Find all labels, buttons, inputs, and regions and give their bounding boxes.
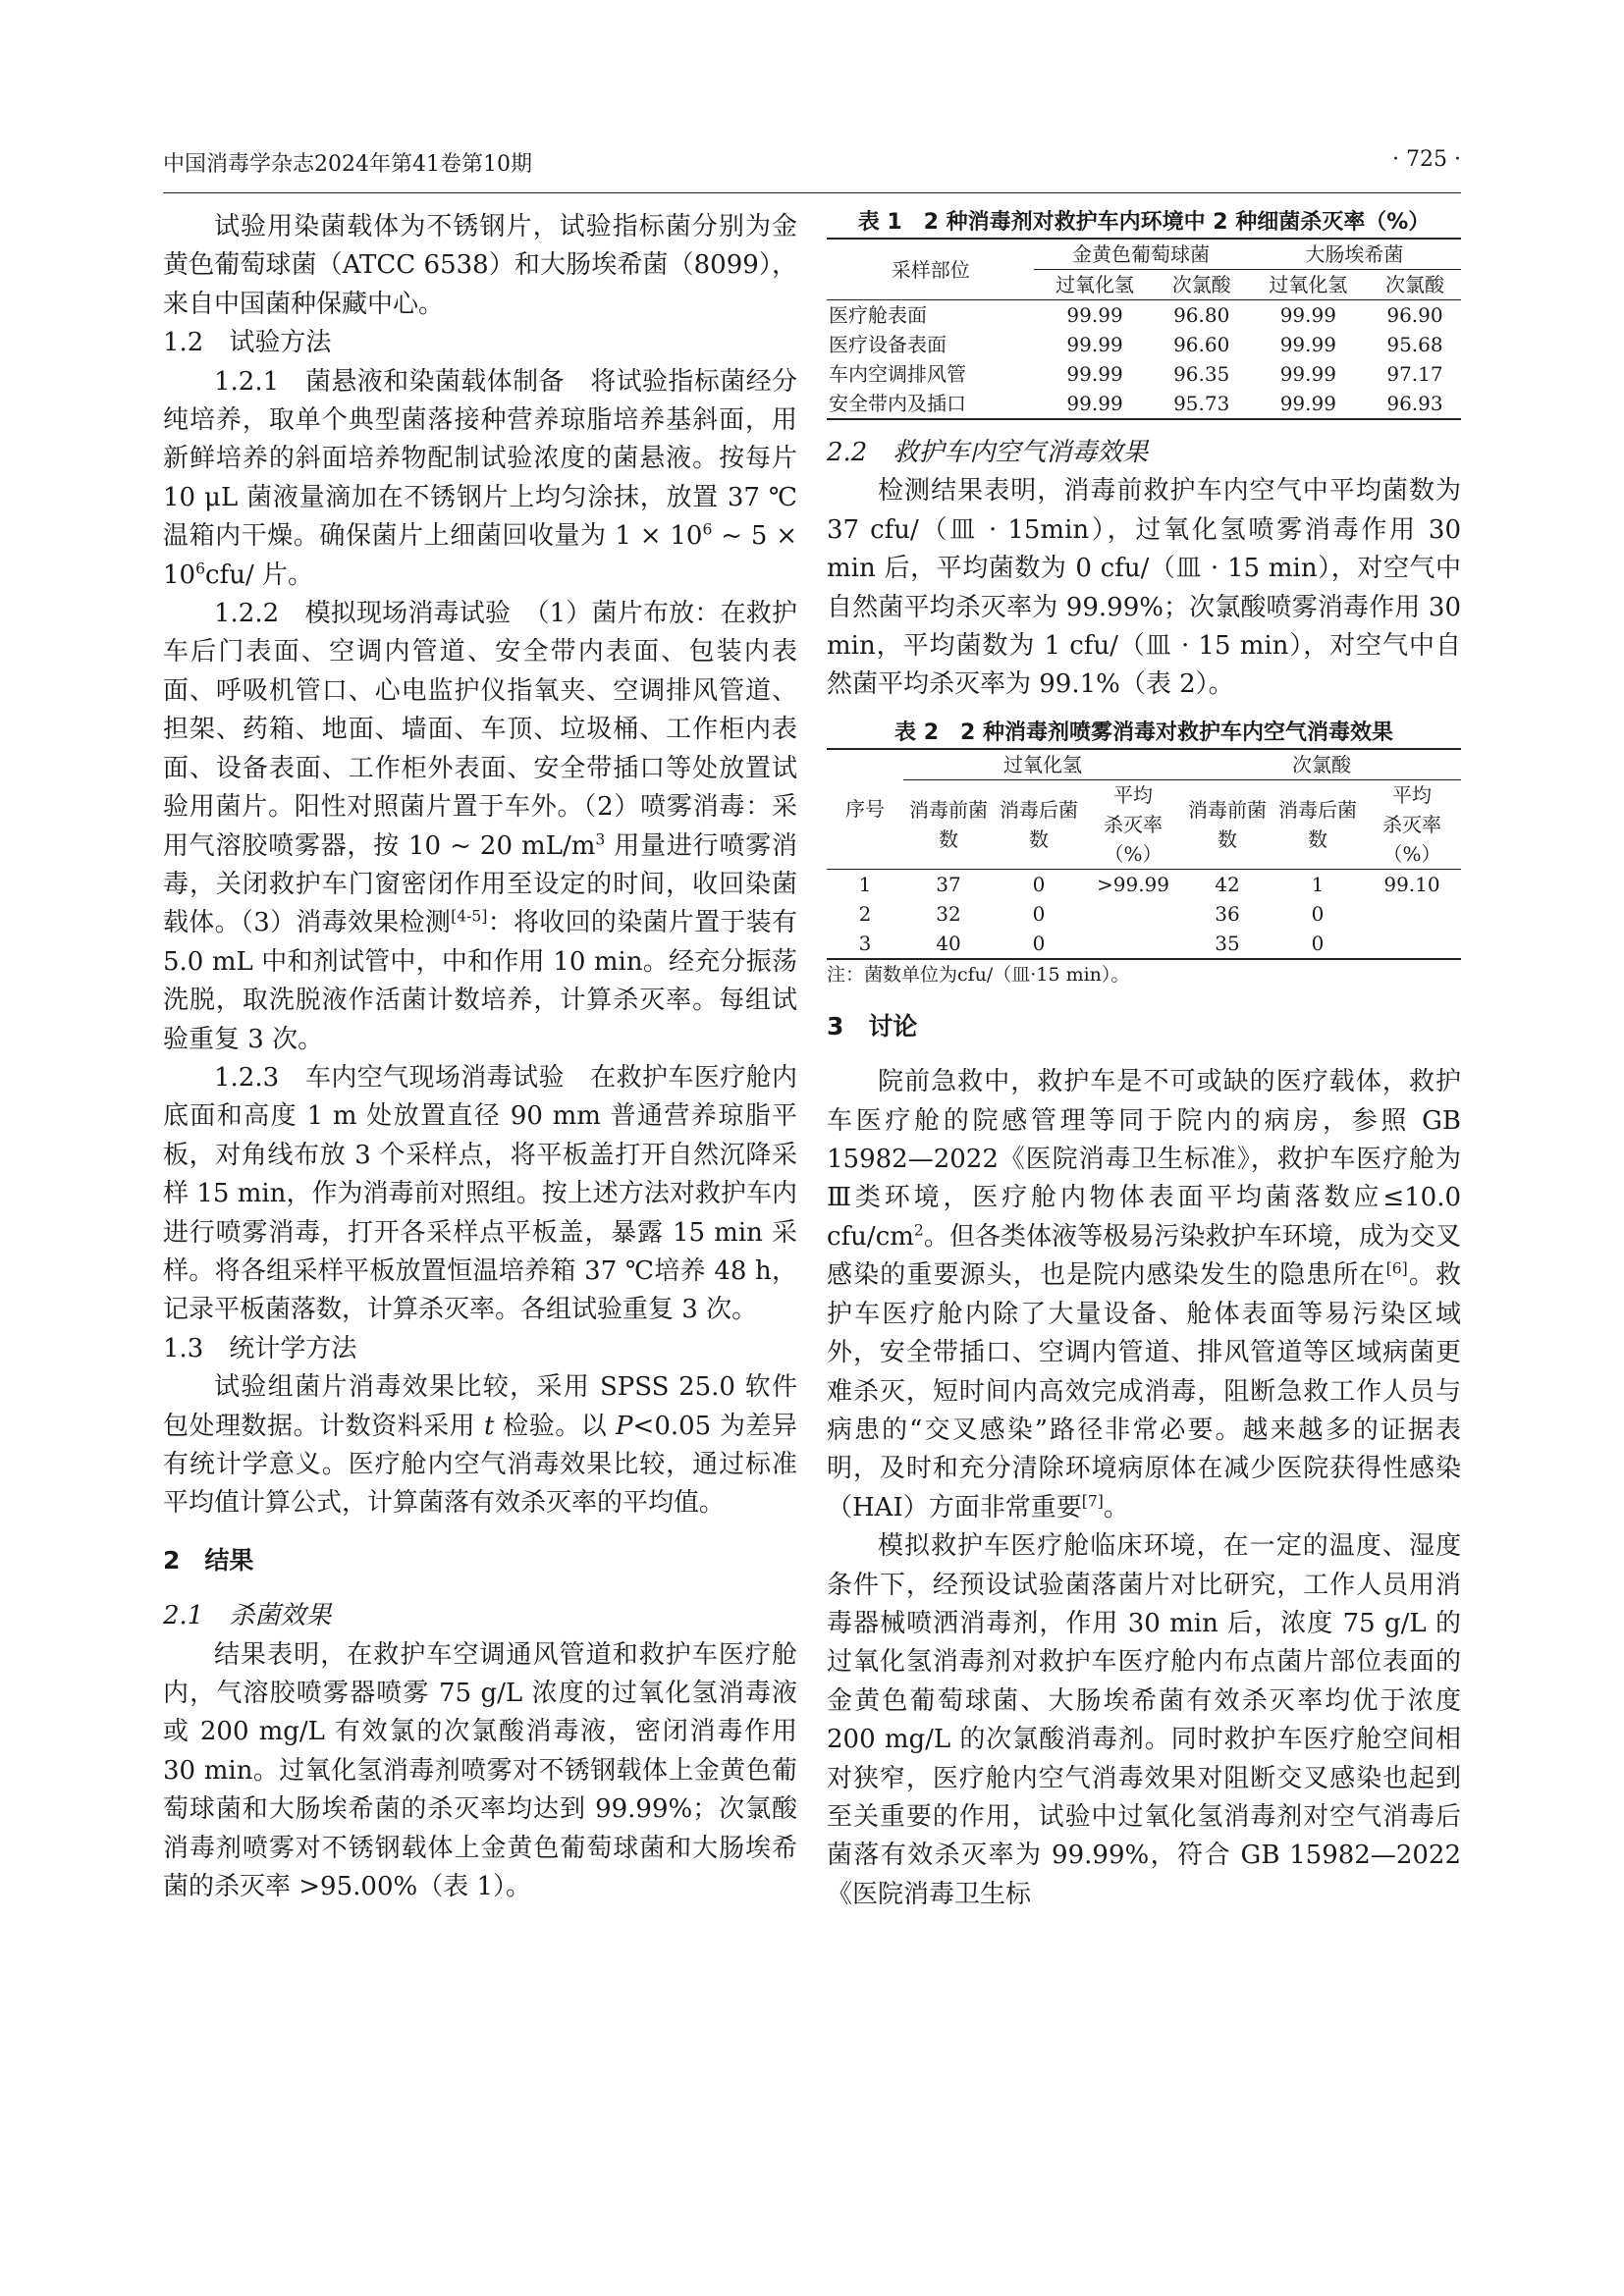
table-2-header-rate: 平均 杀灭率 （%） xyxy=(1104,782,1163,866)
table-1-header-h2o2: 过氧化氢 xyxy=(1269,273,1348,296)
table-2-header-after: 消毒后菌数 xyxy=(1000,797,1078,851)
table-2-header-hocl: 次氯酸 xyxy=(1182,749,1461,780)
table-1-header-h2o2: 过氧化氢 xyxy=(1056,273,1135,296)
section-1-3-heading: 1.3 统计学方法 xyxy=(163,1333,357,1363)
table-2-header-h2o2: 过氧化氢 xyxy=(903,749,1182,780)
section-1-2-2-heading: 1.2.2 模拟现场消毒试验 xyxy=(214,599,512,629)
table-row: 医疗设备表面 99.99 96.60 99.99 95.68 xyxy=(829,333,1443,356)
table-row: 车内空调排风管 99.99 96.35 99.99 97.17 xyxy=(829,362,1443,386)
section-1-2-heading: 1.2 试验方法 xyxy=(163,328,332,358)
table-2-header-after: 消毒后菌数 xyxy=(1278,797,1357,851)
table-row: 3 40 0 35 0 xyxy=(827,929,1461,959)
table-2-header-before: 消毒前菌数 xyxy=(909,797,988,851)
table-2 xyxy=(827,748,1461,960)
page-number: · 725 · xyxy=(1392,147,1461,172)
paragraph-1-2-2: 1.2.2 模拟现场消毒试验 （1）菌片布放：在救护车后门表面、空调内管道、安全带内表面、包装内表面、呼吸机管口、心电监护仪指氧夹、空调排风管道、担架、药箱、地面、墙面、车顶、垃圾桶、工作柜内表面、设备表面、工作柜外表面、安全带插口等处放置试验用菌片。阳性对照菌片置于车外。（2）喷雾消毒：采用气溶胶喷雾器，按 10 ~ 20 $mL/m^3$ 用量进行喷雾消毒，关闭救护车门窗密闭作用至设定的时间，收回染菌载体。（3）消毒效果检测[4-5]：将收回的染菌片置于装有 5.0 mL 中和剂试管中，中和作用 10 min。经充分振荡洗脱，取洗脱液作活菌计数培养，计算杀灭率。每组试验重复 3 次。 xyxy=(163,599,797,1054)
table-1-header-sa: 金黄色葡萄球菌 xyxy=(1034,239,1247,270)
paragraph-1-2-1: 1.2.1 菌悬液和染菌载体制备 将试验指标菌经分纯培养，取单个典型菌落接种营养琼脂培养基斜面，用新鲜培养的斜面培养物配制试验浓度的菌悬液。按每片 10 μL 菌液量滴加在不锈钢片上均匀涂抹，放置 37 ℃温箱内干燥。确保菌片上细菌回收量为 $1 \times 10^6$ ~ $5 \times 10^6cfu/$ 片。 xyxy=(163,366,798,590)
citation: [6] xyxy=(1385,1259,1408,1278)
table-1-header-hocl: 次氯酸 xyxy=(1171,273,1231,296)
paragraph-1-2-3: 1.2.3 车内空气现场消毒试验 在救护车医疗舱内底面和高度 1 m 处放置直径 90 mm 普通营养琼脂平板，对角线布放 3 个采样点，将平板盖打开自然沉降采样 15 min，作为消毒前对照组。按上述方法对救护车内进行喷雾消毒，打开各采样点平板盖，暴露 15 min 采样。将各组采样平板放置恒温培养箱 37 ℃培养 48 h，记录平板菌落数，计算杀灭率。各组试验重复 3 次。 xyxy=(163,1062,797,1325)
section-2-1-heading: 2.1 杀菌效果 xyxy=(163,1601,332,1631)
section-1-2-3-heading: 1.2.3 车内空气现场消毒试验 xyxy=(214,1062,565,1093)
table-row: 1 37 0 >99.99 42 1 99.10 xyxy=(827,869,1461,899)
section-3-heading: 3 讨论 xyxy=(827,1011,918,1041)
right-column xyxy=(827,208,1461,1914)
left-column xyxy=(163,208,797,1906)
citation: [4-5] xyxy=(451,907,488,926)
header-rule xyxy=(163,192,1461,193)
table-1 xyxy=(827,238,1461,420)
table-2-header-rate: 平均 杀灭率 （%） xyxy=(1382,782,1441,866)
paragraph-1-3: 试验组菌片消毒效果比较，采用 SPSS 25.0 软件包处理数据。计数资料采用 t 检验。以 P<0.05 为差异有统计学意义。医疗舱内空气消毒效果比较，通过标准平均值计算公式，计算菌落有效杀灭率的平均值。 xyxy=(163,1372,798,1519)
table-row: 安全带内及插口 99.99 95.73 99.99 96.93 xyxy=(827,389,1461,419)
table-2-note: 注：菌数单位为cfu/（皿·15 min）。 xyxy=(827,963,1130,986)
section-2-heading: 2 结果 xyxy=(163,1545,254,1575)
running-header xyxy=(163,147,1461,187)
table-1-header-ec: 大肠埃希菌 xyxy=(1248,239,1461,270)
table-1-header-site: 采样部位 xyxy=(827,239,1034,300)
citation: [7] xyxy=(1081,1492,1104,1511)
paragraph-3-1: 院前急救中，救护车是不可或缺的医疗载体，救护车医疗舱的院感管理等同于院内的病房，参照 GB 15982—2022《医院消毒卫生标准》，救护车医疗舱为Ⅲ类环境，医疗舱内物体表面平均菌落数应≤10.0 cfu/$cm^2$。但各类体液等极易污染救护车环境，成为交叉感染的重要源头，也是院内感染发生的隐患所在[6]。救护车医疗舱内除了大量设备、舱体表面等易污染区域外，安全带插口、空调内管道、排风管道等区域病菌更难杀灭，短时间内高效完成消毒，阻断急救工作人员与病患的“交叉感染”路径非常必要。越来越多的证据表明，及时和充分清除环境病原体在减少医院获得性感染（HAI）方面非常重要[7]。 xyxy=(827,1067,1461,1522)
table-1-caption: 表 1 2 种消毒剂对救护车内环境中 2 种细菌杀灭率（%） xyxy=(857,210,1431,235)
table-2-caption: 表 2 2 种消毒剂喷雾消毒对救护车内空气消毒效果 xyxy=(894,720,1393,745)
table-row: 2 32 0 36 0 xyxy=(858,901,1325,926)
paragraph-intro: 试验用染菌载体为不锈钢片，试验指标菌分别为金黄色葡萄球菌（ATCC 6538）和大肠埃希菌（8099），来自中国菌种保藏中心。 xyxy=(163,212,797,319)
paragraph-2-1: 结果表明，在救护车空调通风管道和救护车医疗舱内，气溶胶喷雾器喷雾 75 g/L 浓度的过氧化氢消毒液或 200 mg/L 有效氯的次氯酸消毒液，密闭消毒作用 30 min。过氧化氢消毒剂喷雾对不锈钢载体上金黄色葡萄球菌和大肠埃希菌的杀灭率均达到 99.99%；次氯酸消毒剂喷雾对不锈钢载体上金黄色葡萄球菌和大肠埃希菌的杀灭率 >95.00%（表 1）。 xyxy=(163,1639,797,1902)
section-1-2-1-heading: 1.2.1 菌悬液和染菌载体制备 xyxy=(214,366,565,397)
table-1-header-hocl: 次氯酸 xyxy=(1384,273,1444,296)
paragraph-2-2: 检测结果表明，消毒前救护车内空气中平均菌数为 37 cfu/（皿 · 15min），过氧化氢喷雾消毒作用 30 min 后，平均菌数为 0 cfu/（皿 · 15 min），对空气中自然菌平均杀灭率为 99.99%；次氯酸喷雾消毒作用 30 min，平均菌数为 1 cfu/（皿 · 15 min），对空气中自然菌平均杀灭率为 99.1%（表 2）。 xyxy=(827,476,1461,700)
table-row: 医疗舱表面 99.99 96.80 99.99 96.90 xyxy=(827,300,1461,331)
table-2-header-before: 消毒前菌数 xyxy=(1188,797,1267,851)
journal-info: 中国消毒学杂志2024年第41卷第10期 xyxy=(163,152,532,177)
section-2-2-heading: 2.2 救护车内空气消毒效果 xyxy=(827,438,1149,467)
paragraph-3-2: 模拟救护车医疗舱临床环境，在一定的温度、湿度条件下，经预设试验菌落菌片对比研究，工作人员用消毒器械喷洒消毒剂，作用 30 min 后，浓度 75 g/L 的过氧化氢消毒剂对救护车医疗舱内布点菌片部位表面的金黄色葡萄球菌、大肠埃希菌有效杀灭率均优于浓度 200 mg/L 的次氯酸消毒剂。同时救护车医疗舱空间相对狭窄，医疗舱内空气消毒效果对阻断交叉感染也起到至关重要的作用，试验中过氧化氢消毒剂对空气消毒后菌落有效杀灭率为 99.99%，符合 GB 15982—2022《医院消毒卫生标 xyxy=(827,1531,1461,1909)
table-2-header-no: 序号 xyxy=(827,749,903,870)
